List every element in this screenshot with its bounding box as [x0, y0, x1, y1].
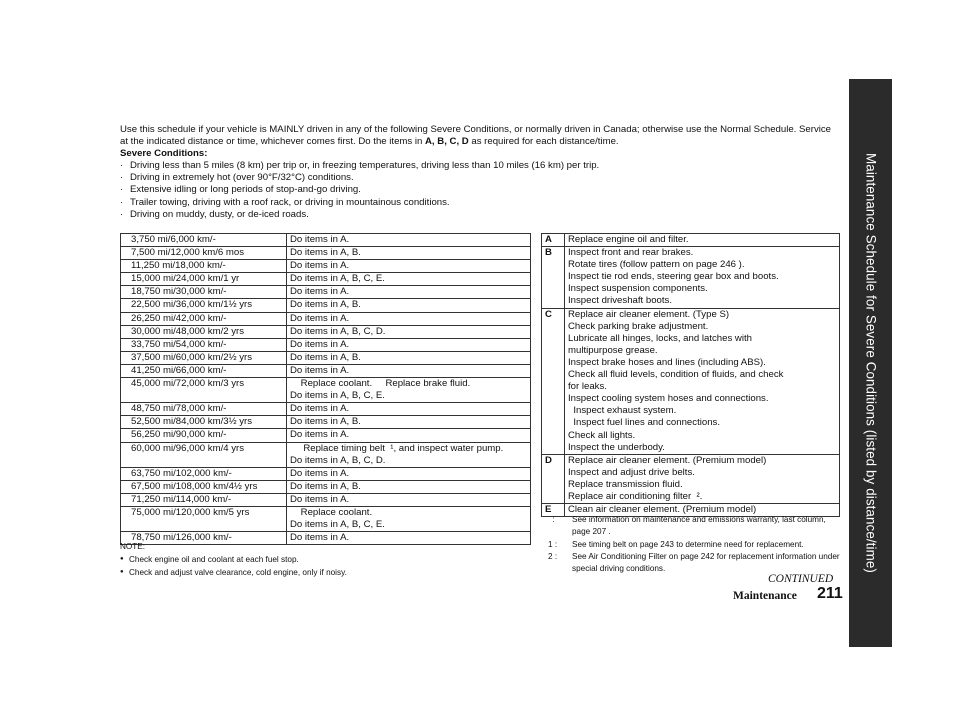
item-task-line: Inspect exhaust system.: [568, 405, 677, 417]
schedule-action-line: Replace timing belt ¹, and inspect water pump.: [290, 442, 504, 454]
schedule-action: [287, 506, 531, 531]
condition-item: · Trailer towing, driving with a roof rack, or driving in mountainous conditions.: [120, 197, 840, 209]
schedule-action-line: Do items in A, B, C, E.: [290, 519, 385, 531]
schedule-action-line: Do items in A.: [290, 286, 350, 298]
item-group-row: [542, 454, 840, 503]
schedule-distance: 63,750 mi/102,000 km/-: [121, 467, 287, 480]
schedule-distance: 60,000 mi/96,000 km/4 yrs: [121, 442, 287, 467]
distance-schedule-table: [120, 233, 531, 545]
item-task-line: Replace air cleaner element. (Type S): [568, 308, 730, 320]
schedule-row: [121, 442, 531, 467]
schedule-row: [121, 338, 531, 351]
schedule-action-line: Do items in A, B, C, E.: [290, 390, 385, 402]
schedule-distance: 3,750 mi/6,000 km/-: [121, 234, 287, 247]
item-task-line: Inspect brake hoses and lines (including ABS).: [568, 356, 766, 368]
schedule-row: [121, 467, 531, 480]
schedule-action: [287, 493, 531, 506]
item-task-line: Replace engine oil and filter.: [568, 234, 689, 245]
footnote-row: [548, 539, 844, 551]
schedule-distance: 78,750 mi/126,000 km/-: [121, 532, 287, 545]
footnote-mark: 1 :: [548, 539, 558, 549]
schedule-row: [121, 429, 531, 442]
item-task-line: Inspect cooling system hoses and connections.: [568, 393, 769, 405]
schedule-action: [287, 467, 531, 480]
schedule-row: [121, 312, 531, 325]
schedule-action: [287, 234, 531, 247]
item-tasks: [565, 247, 840, 308]
footnote-mark: 2 :: [548, 551, 558, 561]
conditions-list: [120, 160, 840, 220]
schedule-action-line: Do items in A.: [290, 260, 350, 272]
schedule-row: [121, 493, 531, 506]
schedule-action-line: Do items in A.: [290, 493, 350, 505]
section-side-tab: [849, 79, 892, 647]
schedule-action-line: Do items in A, B.: [290, 480, 361, 492]
item-group-row: [542, 308, 840, 454]
item-task-line: Inspect driveshaft boots.: [568, 295, 672, 307]
item-task-line: Replace air cleaner element. (Premium model): [568, 454, 767, 466]
note-block: [120, 540, 347, 579]
schedule-row: [121, 247, 531, 260]
schedule-distance: 7,500 mi/12,000 km/6 mos: [121, 247, 287, 260]
notes-list: [120, 553, 347, 579]
schedule-action: [287, 273, 531, 286]
schedule-row: [121, 364, 531, 377]
schedule-row: [121, 480, 531, 493]
condition-item: · Driving on muddy, dusty, or de-iced roads.: [120, 209, 840, 221]
schedule-distance: 33,750 mi/54,000 km/-: [121, 338, 287, 351]
footnote-text: See timing belt on page 243 to determine need for replacement.: [572, 539, 804, 549]
schedule-row: [121, 378, 531, 403]
item-letter: B: [542, 247, 565, 308]
schedule-distance: 67,500 mi/108,000 km/4½ yrs: [121, 480, 287, 493]
item-task-line: Check all lights.: [568, 429, 636, 441]
schedule-action: [287, 299, 531, 312]
schedule-row: [121, 273, 531, 286]
item-task-line: Inspect tie rod ends, steering gear box and boots.: [568, 271, 779, 283]
item-task-line: Lubricate all hinges, locks, and latches with: [568, 332, 752, 344]
item-task-line: multipurpose grease.: [568, 344, 658, 356]
footnote-row: [548, 514, 844, 539]
note-item: ● Check engine oil and coolant at each fuel stop.: [120, 553, 347, 566]
item-letter: C: [542, 308, 565, 454]
schedule-action: [287, 378, 531, 403]
schedule-action-line: Do items in A, B, C, E.: [290, 273, 385, 285]
schedule-action-line: Do items in A, B.: [290, 299, 361, 311]
schedule-action-line: Replace coolant.: [290, 506, 373, 518]
condition-item: · Driving in extremely hot (over 90°F/32°C) conditions.: [120, 172, 840, 184]
footnotes: [548, 514, 844, 575]
item-group-row: [542, 247, 840, 308]
item-task-line: Replace air conditioning filter ².: [568, 490, 703, 502]
schedule-action-line: Do items in A.: [290, 234, 350, 245]
footnote-row: [548, 551, 844, 576]
schedule-distance: 11,250 mi/18,000 km/-: [121, 260, 287, 273]
item-task-line: Clean air cleaner element. (Premium model): [568, 504, 757, 516]
schedule-distance: 48,750 mi/78,000 km/-: [121, 403, 287, 416]
schedule-action: [287, 403, 531, 416]
schedule-action: [287, 247, 531, 260]
note-heading: NOTE:: [120, 542, 146, 551]
schedule-distance: 37,500 mi/60,000 km/2½ yrs: [121, 351, 287, 364]
footnote-text: See Air Conditioning Filter on page 242 for replacement information under special driving conditions.: [572, 551, 840, 574]
conditions-heading: Severe Conditions:: [120, 148, 208, 160]
schedule-distance: 15,000 mi/24,000 km/1 yr: [121, 273, 287, 286]
item-task-line: Inspect suspension components.: [568, 283, 708, 295]
schedule-row: [121, 403, 531, 416]
schedule-row: [121, 286, 531, 299]
schedule-action: [287, 338, 531, 351]
schedule-action-line: Do items in A, B, C, D.: [290, 325, 386, 337]
schedule-action: [287, 442, 531, 467]
side-tab-label: Maintenance Schedule for Severe Conditions (listed by distance/time): [863, 153, 878, 573]
schedule-action: [287, 364, 531, 377]
schedule-action-line: Do items in A.: [290, 467, 350, 479]
schedule-row: [121, 416, 531, 429]
schedule-action-line: Do items in A.: [290, 364, 350, 376]
schedule-distance: 22,500 mi/36,000 km/1½ yrs: [121, 299, 287, 312]
schedule-action: [287, 480, 531, 493]
footnote-mark: :: [548, 515, 555, 524]
condition-item: · Driving less than 5 miles (8 km) per trip or, in freezing temperatures, driving less than 10 miles (16 km) per trip.: [120, 160, 840, 172]
section-title: Maintenance: [733, 590, 797, 602]
note-item: ● Check and adjust valve clearance, cold engine, only if noisy.: [120, 566, 347, 579]
schedule-row: [121, 260, 531, 273]
intro-paragraph: Use this schedule if your vehicle is MAINLY driven in any of the following Severe Conditions, or normally driven in Canada; otherwise use the Normal Schedule. Service at the indicated distance or time, whichever comes first. Do the items in A, B, C, D as required for each distance/time.: [120, 124, 832, 148]
schedule-row: [121, 351, 531, 364]
item-letter: A: [542, 234, 565, 247]
schedule-action-line: Do items in A.: [290, 429, 350, 441]
schedule-distance: 71,250 mi/114,000 km/-: [121, 493, 287, 506]
page-number: 211: [817, 585, 843, 602]
item-task-line: Check parking brake adjustment.: [568, 320, 709, 332]
item-task-line: for leaks.: [568, 381, 607, 393]
continued-label: CONTINUED: [768, 573, 834, 585]
schedule-action: [287, 351, 531, 364]
item-task-line: Inspect and adjust drive belts.: [568, 466, 695, 478]
schedule-action-line: Do items in A, B.: [290, 416, 361, 428]
item-letter: D: [542, 454, 565, 503]
schedule-action: [287, 312, 531, 325]
schedule-row: [121, 506, 531, 531]
schedule-distance: 41,250 mi/66,000 km/-: [121, 364, 287, 377]
schedule-action: [287, 325, 531, 338]
item-tasks: [565, 234, 840, 247]
condition-item: · Extensive idling or long periods of stop-and-go driving.: [120, 184, 840, 196]
item-task-line: Check all fluid levels, condition of fluids, and check: [568, 369, 784, 381]
schedule-row: [121, 325, 531, 338]
maintenance-items-table: [541, 233, 840, 517]
schedule-action: [287, 429, 531, 442]
schedule-action-line: Do items in A.: [290, 338, 350, 350]
item-letter: E: [542, 504, 565, 517]
schedule-distance: 52,500 mi/84,000 km/3½ yrs: [121, 416, 287, 429]
schedule-distance: 30,000 mi/48,000 km/2 yrs: [121, 325, 287, 338]
item-task-line: Rotate tires (follow pattern on page 246 ).: [568, 259, 745, 271]
schedule-action-line: Do items in A, B.: [290, 247, 361, 259]
schedule-action: [287, 286, 531, 299]
item-tasks: [565, 308, 840, 454]
schedule-distance: 18,750 mi/30,000 km/-: [121, 286, 287, 299]
schedule-distance: 45,000 mi/72,000 km/3 yrs: [121, 378, 287, 403]
item-tasks: [565, 454, 840, 503]
schedule-action: [287, 260, 531, 273]
schedule-distance: 56,250 mi/90,000 km/-: [121, 429, 287, 442]
schedule-action-line: Do items in A.: [290, 532, 350, 544]
item-task-line: Inspect front and rear brakes.: [568, 247, 694, 259]
schedule-action-line: Do items in A, B.: [290, 351, 361, 363]
schedule-action-line: Do items in A.: [290, 403, 350, 415]
schedule-action-line: Do items in A.: [290, 312, 350, 324]
schedule-distance: 26,250 mi/42,000 km/-: [121, 312, 287, 325]
schedule-row: [121, 299, 531, 312]
schedule-action: [287, 416, 531, 429]
schedule-action-line: Do items in A, B, C, D.: [290, 454, 386, 466]
schedule-distance: 75,000 mi/120,000 km/5 yrs: [121, 506, 287, 531]
item-task-line: Inspect fuel lines and connections.: [568, 417, 720, 429]
schedule-row: [121, 234, 531, 247]
intro-block: [120, 124, 840, 221]
item-task-line: Inspect the underbody.: [568, 441, 665, 453]
item-task-line: Replace transmission fluid.: [568, 478, 683, 490]
footnote-text: See information on maintenance and emissions warranty, last column, page 207 .: [572, 515, 826, 537]
item-group-row: [542, 234, 840, 247]
schedule-action-line: Replace coolant. Replace brake fluid.: [290, 378, 471, 390]
